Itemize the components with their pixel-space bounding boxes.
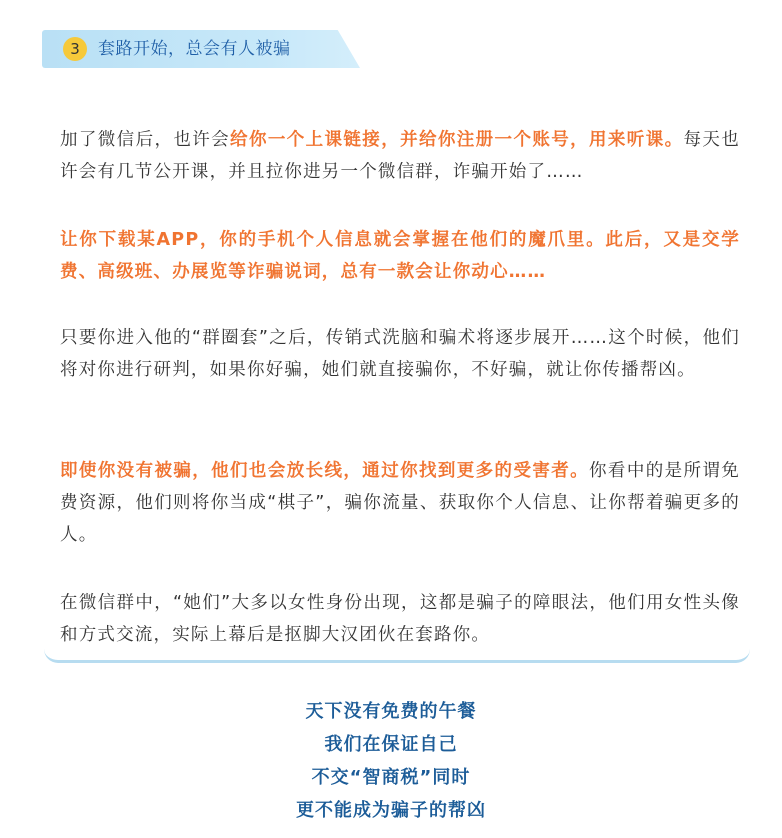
paragraph-4-highlight: 即使你没有被骗，他们也会放长线，通过你找到更多的受害者。 xyxy=(60,461,590,481)
slogan-line-4: 更不能成为骗子的帮凶 xyxy=(296,800,486,821)
section-number-badge: 3 xyxy=(63,37,87,61)
paragraph-1-highlight: 给你一个上课链接，并给你注册一个账号，用来听课。 xyxy=(230,130,684,150)
paragraph-4-text-b: 你看中的是所谓免费资源，他们则将你当成“棋子”，骗你流量、获取你个人信息、让你帮着骗更多的人。 xyxy=(60,461,740,545)
paragraph-2-highlight: 让你下载某APP，你的手机个人信息就会掌握在他们的魔爪里。此后，又是交学费、高级班、办展览等诈骗说词，总有一款会让你动心…… xyxy=(60,230,740,282)
paragraph-1-text-c: 每天也许会有几节公开课，并且拉你进另一个微信群，诈骗开始了…… xyxy=(60,130,740,182)
paragraph-4 xyxy=(60,455,740,551)
paragraph-1-text-a: 加了微信后，也许会 xyxy=(60,130,231,150)
slogan-line-1: 天下没有免费的午餐 xyxy=(305,701,477,722)
section-title: 套路开始，总会有人被骗 xyxy=(98,39,291,59)
paragraph-5: 在微信群中，“她们”大多以女性身份出现，这都是骗子的障眼法，他们用女性头像和方式交流，实际上幕后是抠脚大汉团伙在套路你。 xyxy=(60,593,740,645)
paragraph-1 xyxy=(60,124,740,188)
slogan-line-3: 不交“智商税”同时 xyxy=(311,767,471,788)
paragraph-3: 只要你进入他的“群圈套”之后，传销式洗脑和骗术将逐步展开……这个时候，他们将对你进行研判，如果你好骗，她们就直接骗你，不好骗，就让你传播帮凶。 xyxy=(60,328,740,380)
slogan-line-2: 我们在保证自己 xyxy=(324,734,458,755)
